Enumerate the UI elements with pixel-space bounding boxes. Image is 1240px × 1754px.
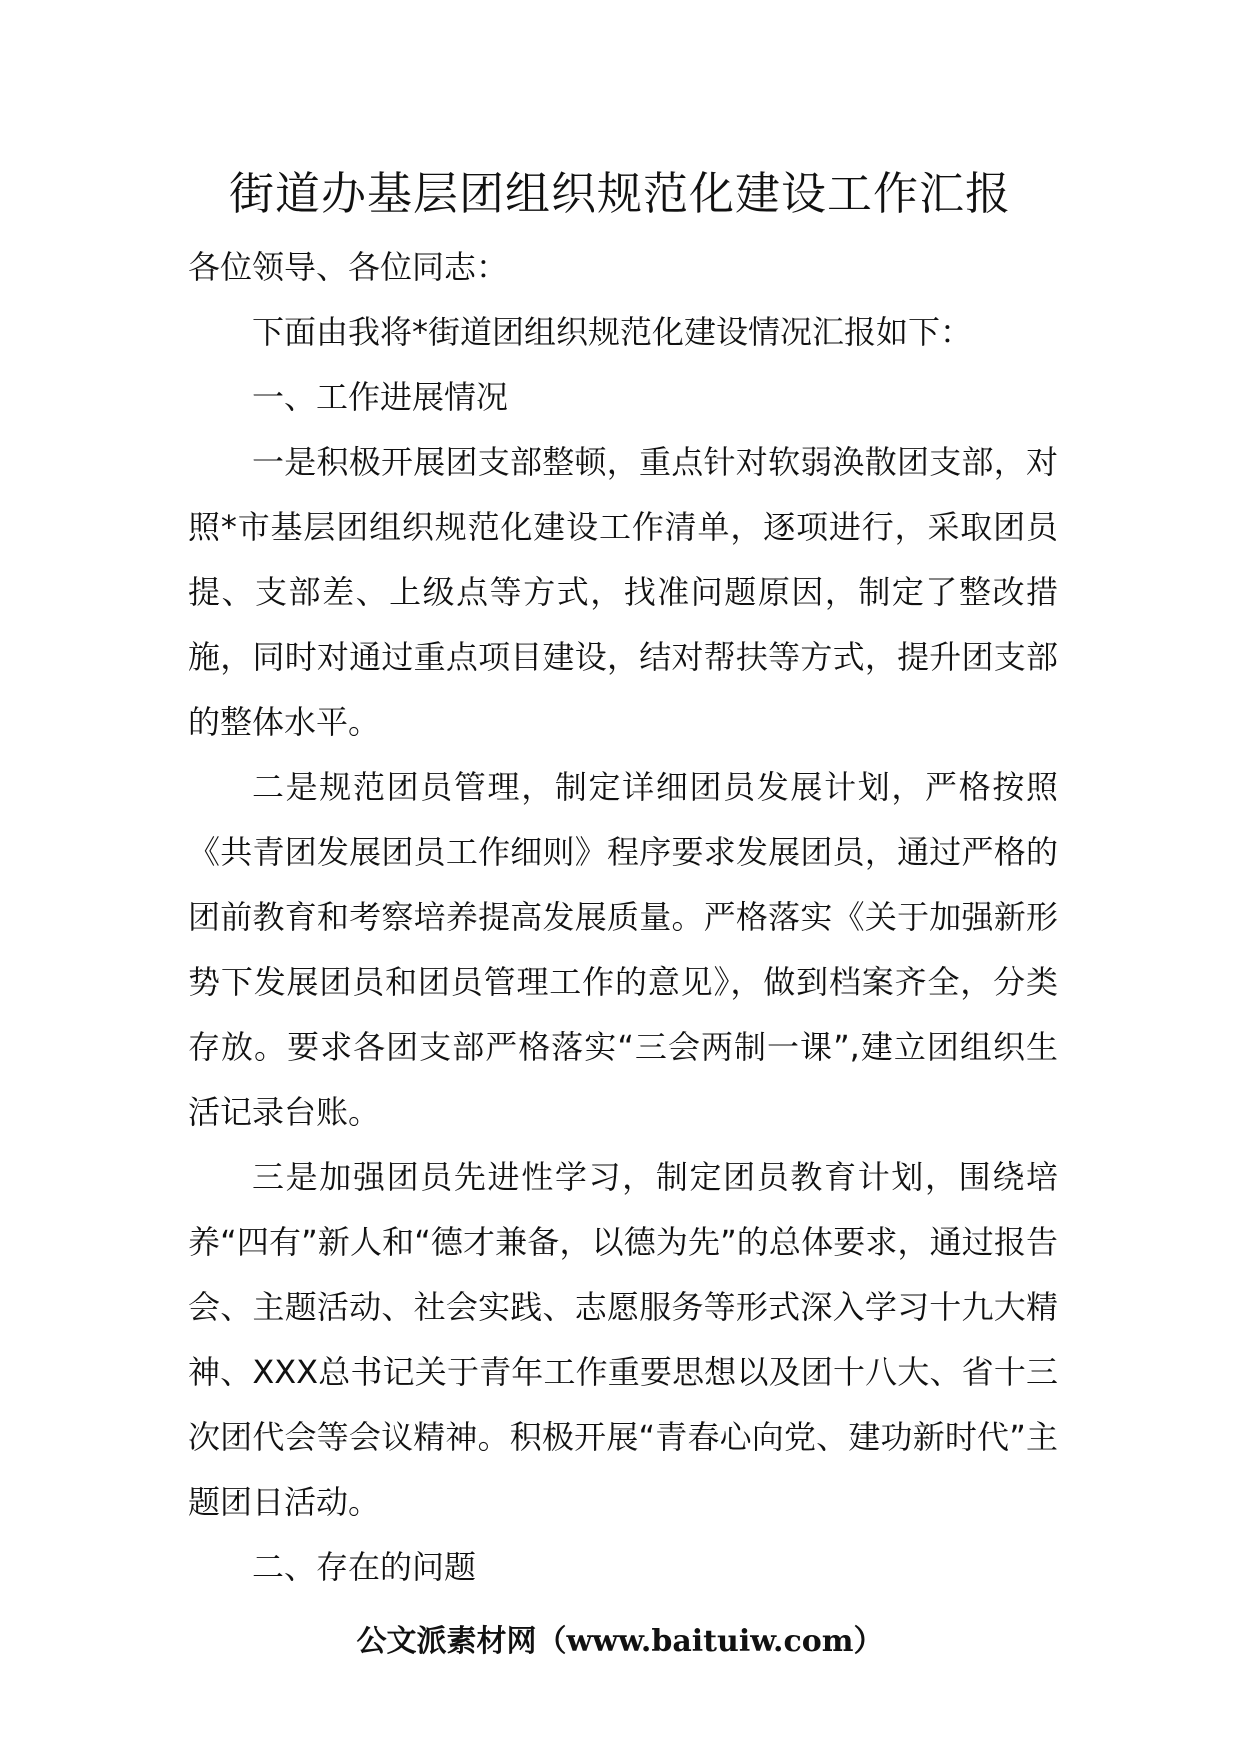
intro-paragraph: 下面由我将*街道团组织规范化建设情况汇报如下： [252,313,973,351]
section-heading-progress: 一、工作进展情况 [252,378,509,416]
section-heading-problems: 二、存在的问题 [252,1548,477,1586]
watermark-footer: 公文派素材网（www.baituiw.com） [356,1624,884,1659]
paragraph-branch-rectification: 一是积极开展团支部整顿，重点针对软弱涣散团支部，对照*市基层团组织规范化建设工作清单，逐项进行，采取团员提、支部差、上级点等方式，找准问题原因，制定了整改措施，同时对通过重点项目建设，结对帮扶等方式，提升团支部的整体水平。 [188,443,1058,741]
paragraph-member-learning: 三是加强团员先进性学习，制定团员教育计划，围绕培养“四有”新人和“德才兼备，以德为先”的总体要求，通过报告会、主题活动、社会实践、志愿服务等形式深入学习十九大精神、XXX总书记关于青年工作重要思想以及团十八大、省十三次团代会等会议精神。积极开展“青春心向党、建功新时代”主题团日活动。 [188,1158,1058,1521]
document-title: 街道办基层团组织规范化建设工作汇报 [228,167,1011,220]
salutation: 各位领导、各位同志： [188,248,509,286]
document-body [188,235,1058,1600]
paragraph-member-management: 二是规范团员管理，制定详细团员发展计划，严格按照《共青团发展团员工作细则》程序要求发展团员，通过严格的团前教育和考察培养提高发展质量。严格落实《关于加强新形势下发展团员和团员管理工作的意见》，做到档案齐全，分类存放。要求各团支部严格落实“三会两制一课”,建立团组织生活记录台账。 [188,768,1058,1131]
